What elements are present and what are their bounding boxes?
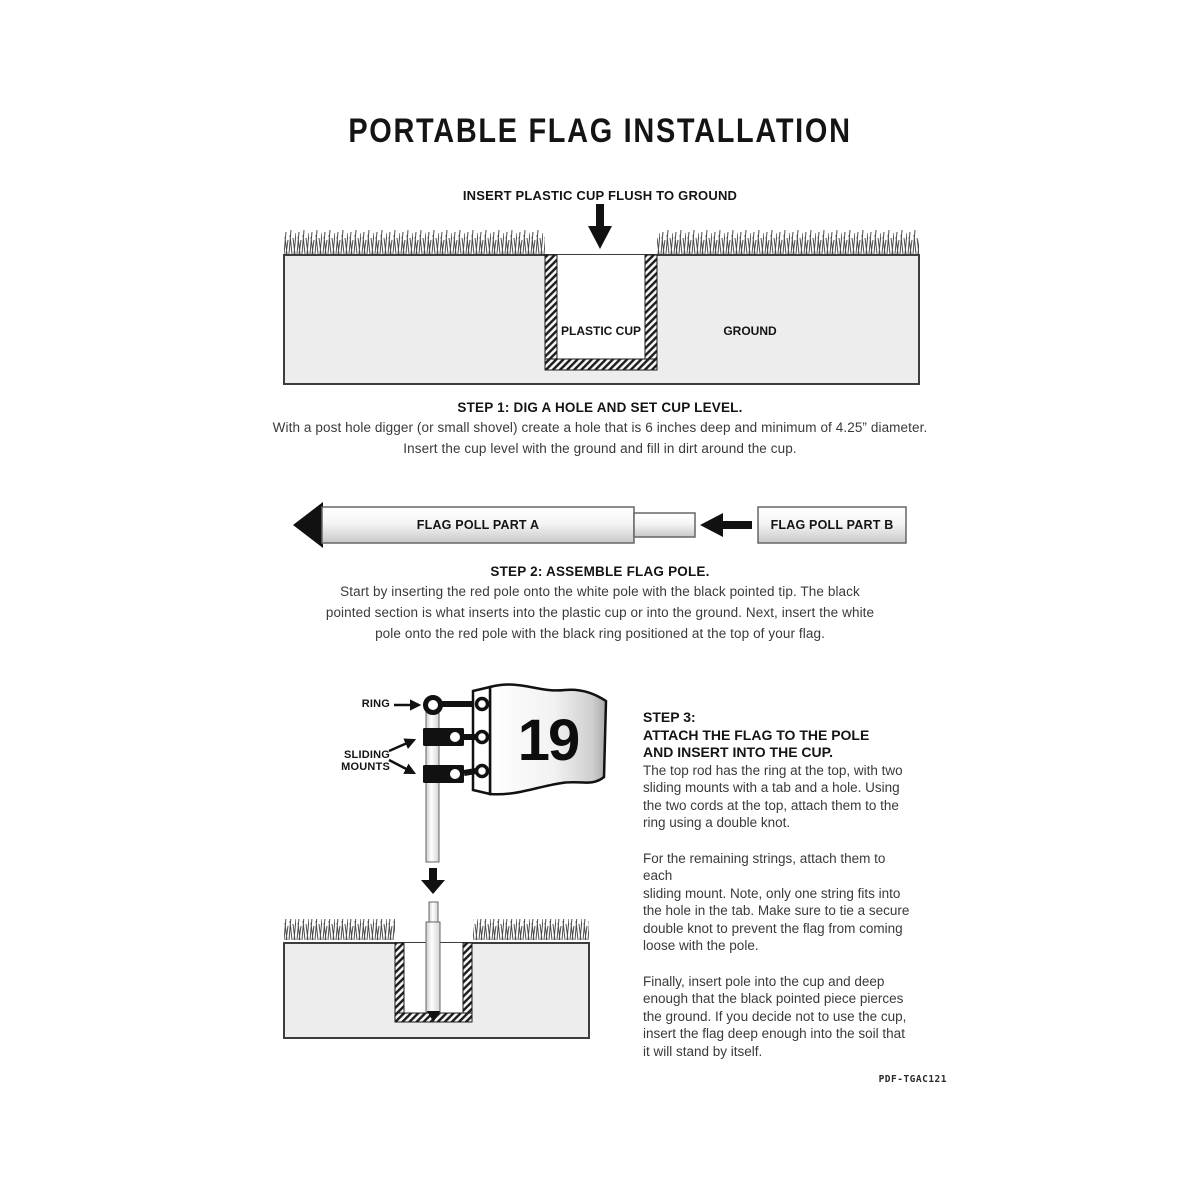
plastic-cup-label: PLASTIC CUP [560, 324, 641, 338]
paragraph-gap [643, 955, 917, 973]
grass-right [657, 230, 919, 255]
cup-bottom [545, 359, 657, 370]
cup-wall-left [545, 255, 557, 370]
cup-wall-left [395, 943, 404, 1022]
down-arrow-icon [421, 868, 445, 894]
step3-heading-line3: AND INSERT INTO THE CUP. [643, 744, 834, 760]
cup-wall-right [645, 255, 657, 370]
pole-insert-segment [634, 513, 695, 537]
step3-paragraph2 [643, 850, 917, 955]
document-code: PDF-TGAC121 [878, 1074, 947, 1085]
p2-line: loose with the pole. [643, 938, 759, 953]
step3-heading-line1: STEP 3: [643, 709, 696, 725]
ground-label: GROUND [723, 324, 777, 338]
part-b-label: FLAG POLL PART B [770, 518, 894, 532]
grommet-bottom [477, 766, 488, 777]
step2-body-line2: pointed section is what inserts into the plastic cup or into the ground. Next, insert the white [325, 605, 875, 620]
p2-line: sliding mount. Note, only one string fits into [643, 885, 901, 901]
p3-line: the ground. If you decide not to use the cup, [643, 1008, 907, 1024]
grass-right [473, 919, 589, 943]
grommet-top [477, 699, 488, 710]
sliding-mount-1 [423, 728, 476, 746]
step1-heading: STEP 1: DIG A HOLE AND SET CUP LEVEL. [457, 400, 743, 415]
p1-line: the two cords at the top, attach them to the [643, 797, 899, 813]
grass-left [284, 230, 545, 255]
step2-body-line3: pole onto the red pole with the black ring positioned at the top of your flag. [375, 626, 825, 641]
step3-heading-line2: ATTACH THE FLAG TO THE POLE [643, 726, 870, 743]
pole-black-tip [293, 502, 323, 548]
paragraph-gap [643, 832, 917, 850]
p3-line: Finally, insert pole into the cup and deep [643, 973, 885, 989]
sliding-mounts-label: SLIDING MOUNTS [341, 749, 390, 773]
ground-cross-section-diagram [283, 228, 920, 386]
step2-body-line1: Start by inserting the red pole onto the white pole with the black pointed tip. The black [340, 584, 860, 599]
insert-cup-label: INSERT PLASTIC CUP FLUSH TO GROUND [462, 188, 738, 203]
ring-label: RING [361, 698, 390, 710]
step2-heading: STEP 2: ASSEMBLE FLAG POLE. [490, 564, 710, 579]
left-arrow-icon [700, 513, 752, 537]
lower-pole [426, 922, 440, 1012]
p3-line: it will stand by itself. [643, 1043, 763, 1059]
grommet-middle [477, 732, 488, 743]
sliding-mount-2 [423, 765, 476, 783]
grass-left [284, 919, 395, 943]
step3-paragraph1 [643, 762, 917, 832]
mounts-callout-arrow-up-icon [389, 740, 414, 751]
p1-line: The top rod has the ring at the top, with two [643, 762, 903, 778]
p3-line: enough that the black pointed piece pierces [643, 991, 904, 1006]
page-title: PORTABLE FLAG INSTALLATION [348, 112, 852, 150]
p2-line: the hole in the tab. Make sure to tie a secure [643, 903, 910, 918]
flag-number: 19 [517, 708, 579, 773]
cup-interior [557, 255, 645, 359]
step1-body-line2: Insert the cup level with the ground and fill in dirt around the cup. [403, 441, 797, 456]
p3-line: insert the flag deep enough into the soil that [643, 1026, 905, 1041]
p2-line: For the remaining strings, attach them to each [643, 850, 886, 883]
ring-icon [426, 698, 441, 713]
p2-line: double knot to prevent the flag from coming [643, 920, 903, 936]
step3-text-column [643, 709, 917, 1060]
lower-pole-tip-segment [429, 902, 438, 922]
p1-line: ring using a double knot. [643, 815, 791, 830]
step3-paragraph3 [643, 973, 917, 1061]
part-a-label: FLAG POLL PART A [416, 518, 540, 532]
step1-body-line1: With a post hole digger (or small shovel) create a hole that is 6 inches deep and minimum of 4.25” diameter. [272, 420, 928, 435]
p1-line: sliding mounts with a tab and a hole. Using [643, 780, 900, 795]
mounts-callout-arrow-down-icon [389, 760, 414, 773]
cup-wall-right [463, 943, 472, 1022]
